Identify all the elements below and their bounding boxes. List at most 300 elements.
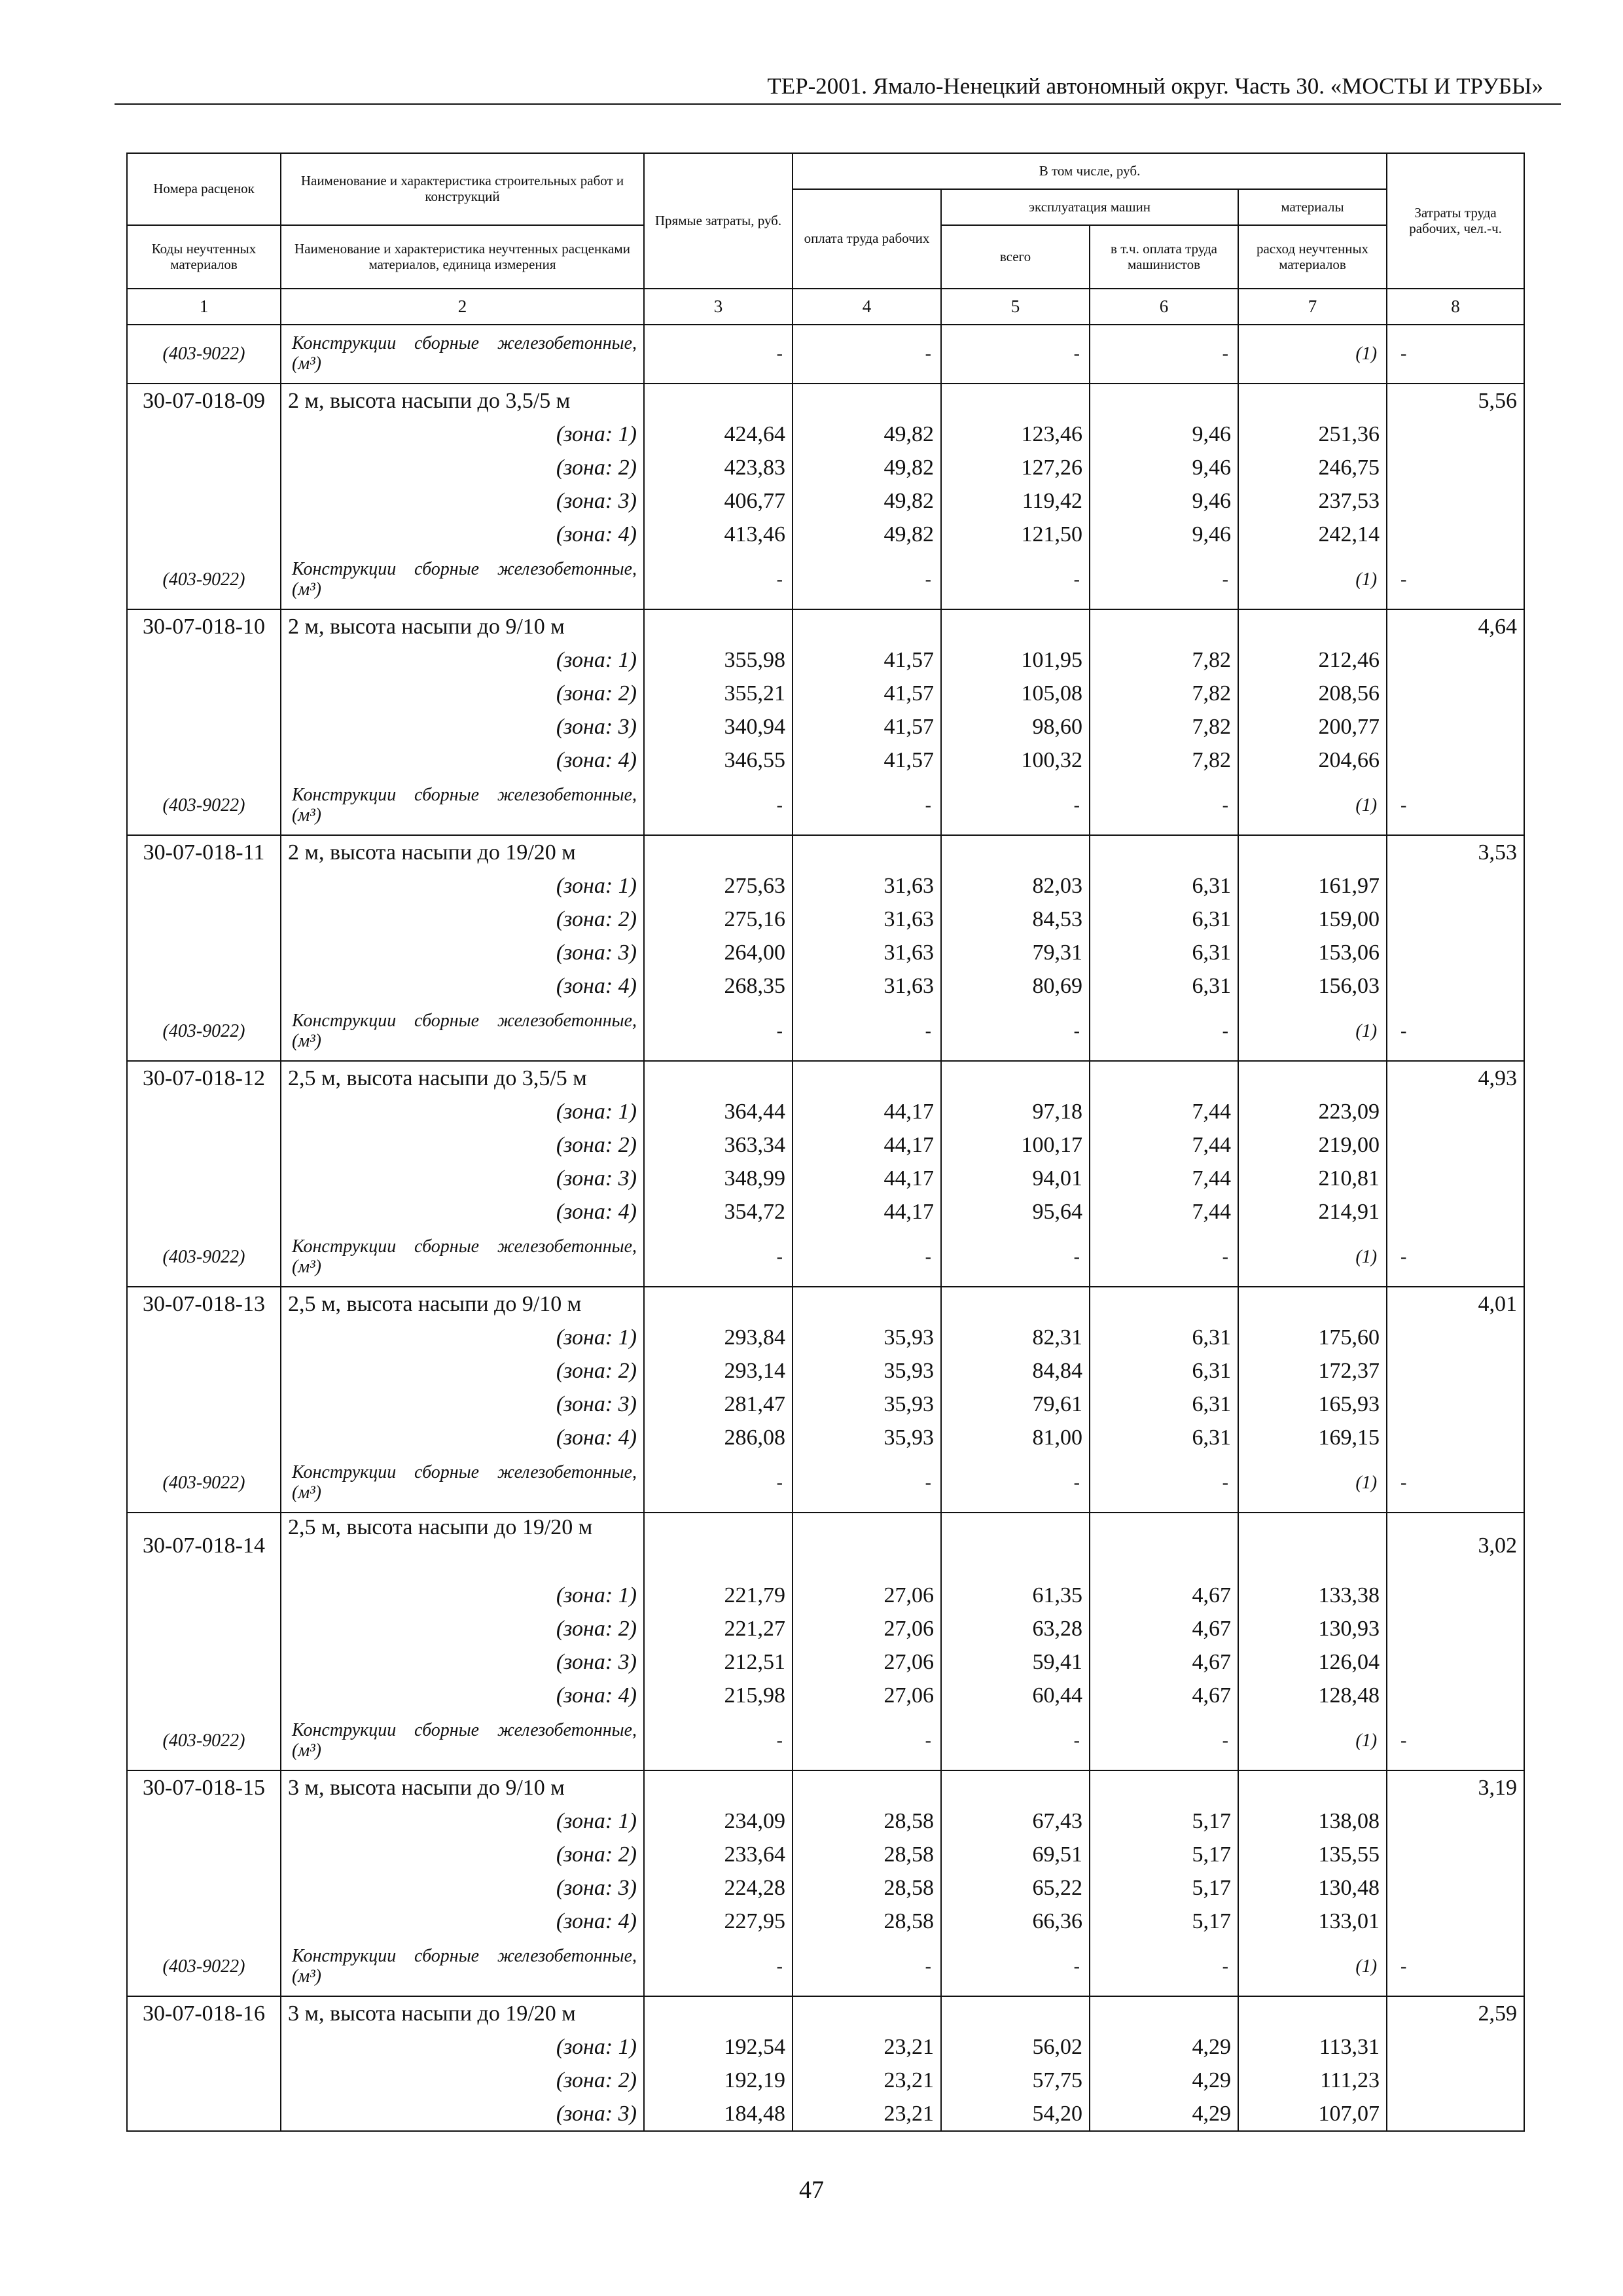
machinist-pay: 6,31 — [1090, 1388, 1238, 1421]
machinist-pay: 5,17 — [1090, 1838, 1238, 1871]
machine-total: 69,51 — [941, 1838, 1090, 1871]
empty-value: - — [1090, 1003, 1238, 1061]
material-name: Конструкции сборные железобетонные, (м³) — [281, 777, 644, 835]
zone-row — [127, 1579, 1524, 1612]
labor-costs: 2,59 — [1387, 1996, 1524, 2030]
rate-code: 30-07-018-10 — [127, 609, 281, 643]
zone-row — [127, 1128, 1524, 1162]
zone-label: (зона: 1) — [281, 869, 644, 903]
rate-title-row — [127, 835, 1524, 869]
material-unit: (1) — [1238, 1712, 1387, 1770]
rate-title-row — [127, 1061, 1524, 1095]
labor-pay: 28,58 — [793, 1905, 941, 1938]
zone-label: (зона: 2) — [281, 903, 644, 936]
empty-value: - — [793, 1938, 941, 1996]
zone-label: (зона: 3) — [281, 936, 644, 969]
machine-total: 101,95 — [941, 643, 1090, 677]
empty-cell — [644, 1770, 793, 1804]
materials-cost: 200,77 — [1238, 710, 1387, 744]
labor-costs: 3,19 — [1387, 1770, 1524, 1804]
empty-value: - — [644, 551, 793, 609]
machinist-pay: 5,17 — [1090, 1871, 1238, 1905]
material-unit: (1) — [1238, 777, 1387, 835]
labor-costs: 4,01 — [1387, 1287, 1524, 1321]
machinist-pay: 7,82 — [1090, 643, 1238, 677]
machine-total: 60,44 — [941, 1679, 1090, 1712]
machinist-pay: 7,82 — [1090, 744, 1238, 777]
material-code: (403-9022) — [127, 777, 281, 835]
labor-costs: 3,53 — [1387, 835, 1524, 869]
zone-row — [127, 1388, 1524, 1421]
empty-cell — [1238, 1996, 1387, 2030]
machine-total: 79,61 — [941, 1388, 1090, 1421]
machine-total: 82,31 — [941, 1321, 1090, 1354]
machine-total: 57,75 — [941, 2064, 1090, 2097]
column-number: 6 — [1090, 289, 1238, 325]
empty-cell — [127, 1679, 281, 1712]
zone-label: (зона: 2) — [281, 2064, 644, 2097]
empty-value: - — [793, 1229, 941, 1287]
labor-pay: 41,57 — [793, 744, 941, 777]
empty-cell — [1238, 1061, 1387, 1095]
direct-costs: 212,51 — [644, 1645, 793, 1679]
direct-costs: 224,28 — [644, 1871, 793, 1905]
material-code: (403-9022) — [127, 1712, 281, 1770]
materials-cost: 111,23 — [1238, 2064, 1387, 2097]
empty-cell — [793, 1061, 941, 1095]
header-including: В том числе, руб. — [793, 153, 1387, 189]
zone-label: (зона: 4) — [281, 1679, 644, 1712]
labor-pay: 31,63 — [793, 936, 941, 969]
materials-cost: 133,01 — [1238, 1905, 1387, 1938]
labor-pay: 44,17 — [793, 1162, 941, 1195]
direct-costs: 221,79 — [644, 1579, 793, 1612]
materials-cost: 135,55 — [1238, 1838, 1387, 1871]
material-row — [127, 1712, 1524, 1770]
direct-costs: 221,27 — [644, 1612, 793, 1645]
zone-row — [127, 1871, 1524, 1905]
empty-cell — [941, 1770, 1090, 1804]
machine-total: 67,43 — [941, 1804, 1090, 1838]
labor-pay: 23,21 — [793, 2097, 941, 2131]
zone-label: (зона: 3) — [281, 1871, 644, 1905]
machinist-pay: 6,31 — [1090, 1321, 1238, 1354]
labor-pay: 28,58 — [793, 1838, 941, 1871]
empty-cell — [1387, 1838, 1524, 1871]
empty-cell — [127, 1612, 281, 1645]
machinist-pay: 6,31 — [1090, 936, 1238, 969]
empty-cell — [644, 1996, 793, 2030]
materials-cost: 219,00 — [1238, 1128, 1387, 1162]
empty-value: - — [1387, 1938, 1524, 1996]
materials-cost: 128,48 — [1238, 1679, 1387, 1712]
machinist-pay: 7,82 — [1090, 677, 1238, 710]
machine-total: 123,46 — [941, 418, 1090, 451]
empty-value: - — [941, 777, 1090, 835]
header-machinist-pay: в т.ч. оплата труда машинистов — [1090, 225, 1238, 289]
materials-cost: 214,91 — [1238, 1195, 1387, 1229]
labor-costs: 4,93 — [1387, 1061, 1524, 1095]
direct-costs: 281,47 — [644, 1388, 793, 1421]
machine-total: 94,01 — [941, 1162, 1090, 1195]
material-unit: (1) — [1238, 1229, 1387, 1287]
materials-cost: 130,48 — [1238, 1871, 1387, 1905]
material-unit: (1) — [1238, 1938, 1387, 1996]
zone-row — [127, 643, 1524, 677]
empty-cell — [1387, 2064, 1524, 2097]
zone-label: (зона: 3) — [281, 1388, 644, 1421]
zone-label: (зона: 4) — [281, 1421, 644, 1454]
empty-cell — [127, 1905, 281, 1938]
machine-total: 54,20 — [941, 2097, 1090, 2131]
zone-label: (зона: 1) — [281, 2030, 644, 2064]
labor-pay: 31,63 — [793, 869, 941, 903]
empty-cell — [1238, 384, 1387, 418]
empty-cell — [1387, 1195, 1524, 1229]
zone-label: (зона: 4) — [281, 518, 644, 551]
empty-cell — [1387, 1128, 1524, 1162]
machinist-pay: 4,67 — [1090, 1579, 1238, 1612]
zone-row — [127, 744, 1524, 777]
machinist-pay: 7,44 — [1090, 1128, 1238, 1162]
rate-name: 2,5 м, высота насыпи до 3,5/5 м — [281, 1061, 644, 1095]
machinist-pay: 4,29 — [1090, 2064, 1238, 2097]
empty-cell — [127, 1354, 281, 1388]
empty-value: - — [1387, 1229, 1524, 1287]
machine-total: 81,00 — [941, 1421, 1090, 1454]
empty-value: - — [1090, 1938, 1238, 1996]
rate-code: 30-07-018-12 — [127, 1061, 281, 1095]
empty-cell — [1090, 1287, 1238, 1321]
empty-cell — [1238, 1513, 1387, 1579]
rate-title-row — [127, 1287, 1524, 1321]
header-labor-pay: оплата труда рабочих — [793, 189, 941, 289]
labor-pay: 35,93 — [793, 1354, 941, 1388]
empty-cell — [127, 1195, 281, 1229]
empty-value: - — [793, 1454, 941, 1513]
machinist-pay: 5,17 — [1090, 1804, 1238, 1838]
rates-table — [126, 152, 1525, 2132]
zone-label: (зона: 3) — [281, 2097, 644, 2131]
empty-cell — [127, 936, 281, 969]
direct-costs: 275,63 — [644, 869, 793, 903]
machinist-pay: 6,31 — [1090, 1354, 1238, 1388]
materials-cost: 208,56 — [1238, 677, 1387, 710]
empty-cell — [1238, 609, 1387, 643]
machine-total: 65,22 — [941, 1871, 1090, 1905]
empty-cell — [127, 1421, 281, 1454]
empty-value: - — [644, 777, 793, 835]
machine-total: 100,32 — [941, 744, 1090, 777]
machine-total: 59,41 — [941, 1645, 1090, 1679]
machine-total: 61,35 — [941, 1579, 1090, 1612]
table-header — [127, 153, 1524, 325]
machinist-pay: 4,67 — [1090, 1612, 1238, 1645]
header-direct-costs: Прямые затраты, руб. — [644, 153, 793, 289]
empty-cell — [127, 2064, 281, 2097]
material-code: (403-9022) — [127, 325, 281, 384]
rate-title-row — [127, 609, 1524, 643]
labor-pay: 35,93 — [793, 1388, 941, 1421]
labor-pay: 35,93 — [793, 1421, 941, 1454]
labor-pay: 27,06 — [793, 1679, 941, 1712]
empty-cell — [1387, 1679, 1524, 1712]
empty-cell — [127, 903, 281, 936]
materials-cost: 223,09 — [1238, 1095, 1387, 1128]
empty-value: - — [1090, 1712, 1238, 1770]
empty-cell — [1387, 1421, 1524, 1454]
machinist-pay: 9,46 — [1090, 484, 1238, 518]
direct-costs: 423,83 — [644, 451, 793, 484]
direct-costs: 293,14 — [644, 1354, 793, 1388]
machinist-pay: 4,67 — [1090, 1645, 1238, 1679]
material-name: Конструкции сборные железобетонные, (м³) — [281, 1938, 644, 1996]
labor-pay: 27,06 — [793, 1612, 941, 1645]
materials-cost: 138,08 — [1238, 1804, 1387, 1838]
material-code: (403-9022) — [127, 551, 281, 609]
page-number: 47 — [799, 2176, 824, 2204]
empty-cell — [1387, 744, 1524, 777]
rate-code: 30-07-018-11 — [127, 835, 281, 869]
rate-name: 2,5 м, высота насыпи до 9/10 м — [281, 1287, 644, 1321]
header-labor-costs: Затраты труда рабочих, чел.-ч. — [1387, 153, 1524, 289]
material-name: Конструкции сборные железобетонные, (м³) — [281, 1454, 644, 1513]
direct-costs: 346,55 — [644, 744, 793, 777]
zone-label: (зона: 2) — [281, 1354, 644, 1388]
empty-cell — [1387, 969, 1524, 1003]
zone-row — [127, 2097, 1524, 2131]
material-name: Конструкции сборные железобетонные, (м³) — [281, 1229, 644, 1287]
zone-row — [127, 518, 1524, 551]
zone-row — [127, 1095, 1524, 1128]
direct-costs: 184,48 — [644, 2097, 793, 2131]
empty-cell — [941, 835, 1090, 869]
empty-value: - — [941, 1003, 1090, 1061]
empty-cell — [1387, 677, 1524, 710]
labor-pay: 31,63 — [793, 969, 941, 1003]
machinist-pay: 4,67 — [1090, 1679, 1238, 1712]
zone-row — [127, 1321, 1524, 1354]
empty-cell — [1090, 609, 1238, 643]
zone-row — [127, 1354, 1524, 1388]
material-row — [127, 777, 1524, 835]
zone-label: (зона: 2) — [281, 1838, 644, 1871]
empty-value: - — [644, 1003, 793, 1061]
empty-cell — [1090, 1061, 1238, 1095]
material-unit: (1) — [1238, 1003, 1387, 1061]
direct-costs: 215,98 — [644, 1679, 793, 1712]
empty-value: - — [793, 1712, 941, 1770]
empty-cell — [1387, 518, 1524, 551]
materials-cost: 210,81 — [1238, 1162, 1387, 1195]
labor-costs: 4,64 — [1387, 609, 1524, 643]
material-unit: (1) — [1238, 551, 1387, 609]
machine-total: 121,50 — [941, 518, 1090, 551]
machine-total: 63,28 — [941, 1612, 1090, 1645]
empty-cell — [127, 484, 281, 518]
empty-cell — [127, 1804, 281, 1838]
materials-cost: 113,31 — [1238, 2030, 1387, 2064]
zone-label: (зона: 1) — [281, 1579, 644, 1612]
zone-row — [127, 1679, 1524, 1712]
page-header-title: ТЕР-2001. Ямало-Ненецкий автономный округ. Часть 30. «МОСТЫ И ТРУБЫ» — [767, 73, 1543, 99]
zone-label: (зона: 3) — [281, 484, 644, 518]
machinist-pay: 9,46 — [1090, 418, 1238, 451]
direct-costs: 234,09 — [644, 1804, 793, 1838]
labor-pay: 41,57 — [793, 677, 941, 710]
material-row — [127, 1229, 1524, 1287]
column-numbers-row — [127, 289, 1524, 325]
direct-costs: 268,35 — [644, 969, 793, 1003]
zone-row — [127, 903, 1524, 936]
machine-total: 56,02 — [941, 2030, 1090, 2064]
machine-total: 84,84 — [941, 1354, 1090, 1388]
labor-pay: 49,82 — [793, 418, 941, 451]
empty-cell — [1387, 1612, 1524, 1645]
empty-cell — [1387, 1354, 1524, 1388]
rate-title-row — [127, 384, 1524, 418]
machine-total: 66,36 — [941, 1905, 1090, 1938]
empty-cell — [127, 710, 281, 744]
direct-costs: 348,99 — [644, 1162, 793, 1195]
rate-name: 2 м, высота насыпи до 19/20 м — [281, 835, 644, 869]
machinist-pay: 6,31 — [1090, 869, 1238, 903]
empty-cell — [644, 1513, 793, 1579]
material-name: Конструкции сборные железобетонные, (м³) — [281, 551, 644, 609]
machine-total: 119,42 — [941, 484, 1090, 518]
labor-pay: 27,06 — [793, 1579, 941, 1612]
empty-value: - — [793, 325, 941, 384]
rate-title-row — [127, 1513, 1524, 1579]
machinist-pay: 9,46 — [1090, 451, 1238, 484]
empty-cell — [941, 1513, 1090, 1579]
empty-cell — [1387, 710, 1524, 744]
machinist-pay: 9,46 — [1090, 518, 1238, 551]
direct-costs: 424,64 — [644, 418, 793, 451]
empty-value: - — [793, 551, 941, 609]
empty-cell — [127, 2030, 281, 2064]
materials-cost: 204,66 — [1238, 744, 1387, 777]
labor-pay: 49,82 — [793, 484, 941, 518]
empty-value: - — [941, 1712, 1090, 1770]
material-row — [127, 551, 1524, 609]
rate-name: 2 м, высота насыпи до 9/10 м — [281, 609, 644, 643]
zone-label: (зона: 1) — [281, 1804, 644, 1838]
header-rule — [115, 103, 1561, 105]
labor-pay: 28,58 — [793, 1804, 941, 1838]
machine-total: 80,69 — [941, 969, 1090, 1003]
empty-cell — [941, 1287, 1090, 1321]
empty-cell — [1387, 869, 1524, 903]
direct-costs: 355,21 — [644, 677, 793, 710]
material-unit: (1) — [1238, 325, 1387, 384]
direct-costs: 192,54 — [644, 2030, 793, 2064]
rate-code: 30-07-018-09 — [127, 384, 281, 418]
zone-label: (зона: 1) — [281, 418, 644, 451]
machinist-pay: 4,29 — [1090, 2030, 1238, 2064]
empty-cell — [1387, 451, 1524, 484]
empty-value: - — [941, 1454, 1090, 1513]
empty-value: - — [1090, 1454, 1238, 1513]
empty-cell — [1387, 484, 1524, 518]
zone-label: (зона: 4) — [281, 969, 644, 1003]
zone-label: (зона: 1) — [281, 1321, 644, 1354]
empty-value: - — [1387, 1712, 1524, 1770]
rate-code: 30-07-018-16 — [127, 1996, 281, 2030]
rate-name: 3 м, высота насыпи до 19/20 м — [281, 1996, 644, 2030]
empty-cell — [127, 418, 281, 451]
material-row — [127, 1454, 1524, 1513]
empty-cell — [127, 643, 281, 677]
labor-pay: 23,21 — [793, 2030, 941, 2064]
zone-row — [127, 1612, 1524, 1645]
zone-label: (зона: 1) — [281, 643, 644, 677]
machine-total: 95,64 — [941, 1195, 1090, 1229]
material-name: Конструкции сборные железобетонные, (м³) — [281, 325, 644, 384]
column-number: 7 — [1238, 289, 1387, 325]
column-number: 4 — [793, 289, 941, 325]
empty-cell — [941, 1996, 1090, 2030]
materials-cost: 130,93 — [1238, 1612, 1387, 1645]
empty-value: - — [1090, 551, 1238, 609]
empty-value: - — [644, 1938, 793, 1996]
column-number: 3 — [644, 289, 793, 325]
empty-cell — [1090, 1513, 1238, 1579]
machine-total: 105,08 — [941, 677, 1090, 710]
zone-label: (зона: 1) — [281, 1095, 644, 1128]
machinist-pay: 7,44 — [1090, 1195, 1238, 1229]
direct-costs: 355,98 — [644, 643, 793, 677]
rate-name: 2,5 м, высота насыпи до 19/20 м — [281, 1513, 644, 1579]
empty-cell — [1090, 1770, 1238, 1804]
empty-cell — [127, 1095, 281, 1128]
header-unaccounted-materials-use: расход неучтенных материалов — [1238, 225, 1387, 289]
empty-cell — [1238, 1287, 1387, 1321]
header-materials: материалы — [1238, 189, 1387, 225]
empty-cell — [127, 451, 281, 484]
zone-label: (зона: 4) — [281, 744, 644, 777]
zone-row — [127, 710, 1524, 744]
material-row — [127, 325, 1524, 384]
empty-cell — [793, 1770, 941, 1804]
labor-pay: 41,57 — [793, 710, 941, 744]
materials-cost: 251,36 — [1238, 418, 1387, 451]
material-code: (403-9022) — [127, 1454, 281, 1513]
rate-title-row — [127, 1996, 1524, 2030]
empty-cell — [941, 609, 1090, 643]
materials-cost: 165,93 — [1238, 1388, 1387, 1421]
empty-cell — [127, 2097, 281, 2131]
machinist-pay: 6,31 — [1090, 903, 1238, 936]
empty-value: - — [1090, 325, 1238, 384]
rate-title-row — [127, 1770, 1524, 1804]
empty-cell — [1090, 1996, 1238, 2030]
machine-total: 127,26 — [941, 451, 1090, 484]
materials-cost: 169,15 — [1238, 1421, 1387, 1454]
zone-label: (зона: 2) — [281, 451, 644, 484]
empty-cell — [793, 1996, 941, 2030]
empty-cell — [127, 1871, 281, 1905]
materials-cost: 107,07 — [1238, 2097, 1387, 2131]
labor-pay: 31,63 — [793, 903, 941, 936]
empty-cell — [1387, 1645, 1524, 1679]
empty-value: - — [1090, 1229, 1238, 1287]
empty-cell — [1387, 1388, 1524, 1421]
empty-cell — [127, 1162, 281, 1195]
materials-cost: 172,37 — [1238, 1354, 1387, 1388]
empty-value: - — [941, 1938, 1090, 1996]
empty-cell — [644, 1287, 793, 1321]
